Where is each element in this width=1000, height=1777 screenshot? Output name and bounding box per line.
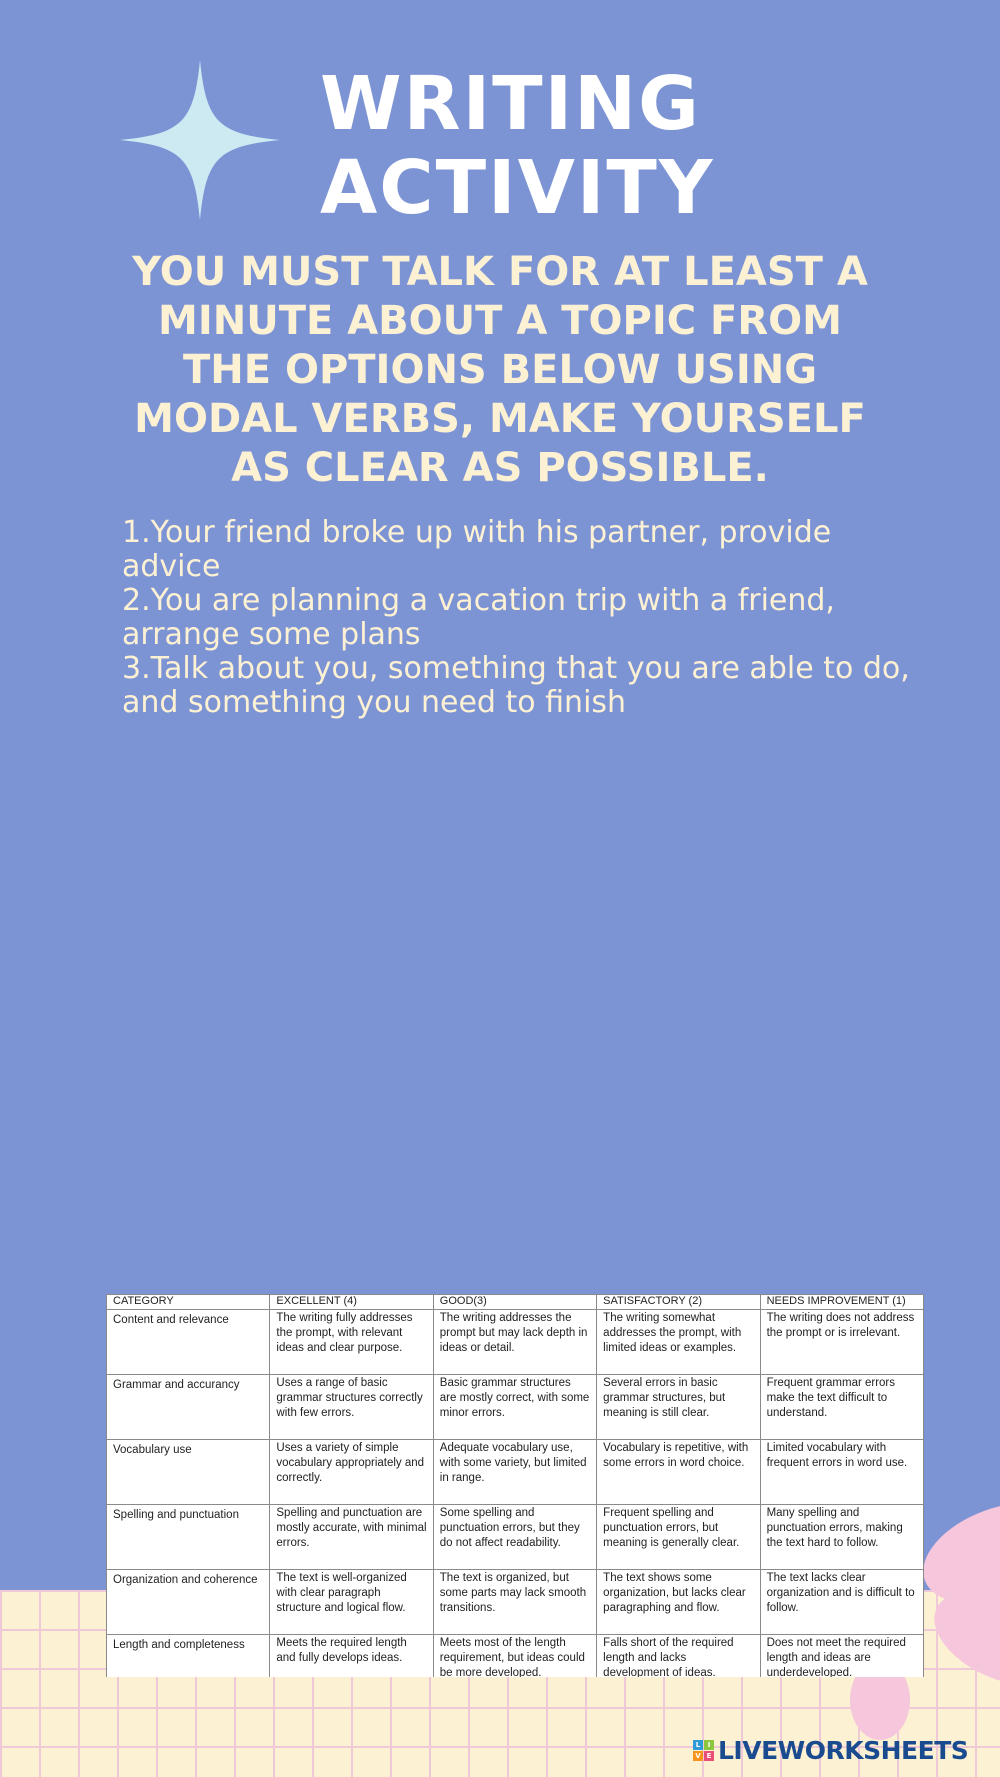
rubric-header-cell: NEEDS IMPROVEMENT (1) <box>760 1295 923 1310</box>
topic-option: 3.Talk about you, something that you are able to do, and something you need to finish <box>122 651 910 720</box>
rubric-cell: The text is well-organized with clear paragraph structure and logical flow. <box>270 1570 433 1635</box>
rubric-row <box>107 1635 924 1678</box>
rubric-cell: Vocabulary is repetitive, with some errors in word choice. <box>597 1440 760 1505</box>
logo-mark-letter: L <box>693 1740 703 1750</box>
liveworksheets-logo[interactable] <box>693 1735 968 1765</box>
rubric-category: Content and relevance <box>107 1310 270 1375</box>
rubric-cell: Does not meet the required length and ideas are underdeveloped. <box>760 1635 923 1678</box>
rubric-cell: The writing fully addresses the prompt, with relevant ideas and clear purpose. <box>270 1310 433 1375</box>
rubric-cell: Uses a range of basic grammar structures correctly with few errors. <box>270 1375 433 1440</box>
rubric-header-row <box>107 1295 924 1310</box>
rubric-cell: Frequent grammar errors make the text difficult to understand. <box>760 1375 923 1440</box>
logo-mark-letter: V <box>693 1751 703 1761</box>
rubric-category: Length and completeness <box>107 1635 270 1678</box>
topic-option: 2.You are planning a vacation trip with a friend, arrange some plans <box>122 583 835 652</box>
liveworksheets-logo-mark-icon <box>693 1740 714 1761</box>
page-title <box>320 62 800 230</box>
rubric-cell: Adequate vocabulary use, with some variety, but limited in range. <box>433 1440 596 1505</box>
rubric-cell: The writing somewhat addresses the prompt, with limited ideas or examples. <box>597 1310 760 1375</box>
rubric-table <box>106 1294 924 1677</box>
rubric-cell: Meets most of the length requirement, but ideas could be more developed. <box>433 1635 596 1678</box>
rubric-header-cell: SATISFACTORY (2) <box>597 1295 760 1310</box>
rubric-header-cell: EXCELLENT (4) <box>270 1295 433 1310</box>
rubric-cell: Uses a variety of simple vocabulary appropriately and correctly. <box>270 1440 433 1505</box>
logo-mark-letter: E <box>704 1751 714 1761</box>
title-line: WRITING <box>320 61 701 147</box>
topic-options-list <box>122 516 922 720</box>
rubric-category: Organization and coherence <box>107 1570 270 1635</box>
rubric-row <box>107 1375 924 1440</box>
rubric-cell: The text shows some organization, but lacks clear paragraphing and flow. <box>597 1570 760 1635</box>
rubric-header-cell: CATEGORY <box>107 1295 270 1310</box>
rubric-cell: Basic grammar structures are mostly correct, with some minor errors. <box>433 1375 596 1440</box>
rubric-cell: The writing addresses the prompt but may lack depth in ideas or detail. <box>433 1310 596 1375</box>
title-line: ACTIVITY <box>320 145 715 231</box>
rubric-cell: Falls short of the required length and lacks development of ideas. <box>597 1635 760 1678</box>
topic-option: 1.Your friend broke up with his partner, provide advice <box>122 515 832 584</box>
rubric-row <box>107 1440 924 1505</box>
rubric-cell: Some spelling and punctuation errors, but they do not affect readability. <box>433 1505 596 1570</box>
rubric-cell: The text lacks clear organization and is difficult to follow. <box>760 1570 923 1635</box>
rubric-cell: Many spelling and punctuation errors, making the text hard to follow. <box>760 1505 923 1570</box>
rubric-category: Spelling and punctuation <box>107 1505 270 1570</box>
rubric-cell: Frequent spelling and punctuation errors, but meaning is generally clear. <box>597 1505 760 1570</box>
rubric-cell: Several errors in basic grammar structures, but meaning is still clear. <box>597 1375 760 1440</box>
rubric-category: Grammar and accurancy <box>107 1375 270 1440</box>
sparkle-star-icon <box>120 60 280 220</box>
logo-text: LIVEWORKSHEETS <box>718 1735 969 1765</box>
logo-mark-letter: I <box>704 1740 714 1750</box>
rubric-header-cell: GOOD(3) <box>433 1295 596 1310</box>
rubric-cell: The text is organized, but some parts may lack smooth transitions. <box>433 1570 596 1635</box>
rubric-row <box>107 1310 924 1375</box>
rubric-cell: Spelling and punctuation are mostly accurate, with minimal errors. <box>270 1505 433 1570</box>
instructions-text: YOU MUST TALK FOR AT LEAST A MINUTE ABOUT A TOPIC FROM THE OPTIONS BELOW USING MODAL VERBS, MAKE YOURSELF AS CLEAR AS POSSIBLE. <box>132 249 868 491</box>
rubric-cell: The writing does not address the prompt or is irrelevant. <box>760 1310 923 1375</box>
rubric-row <box>107 1570 924 1635</box>
rubric-row <box>107 1505 924 1570</box>
rubric-cell: Limited vocabulary with frequent errors in word use. <box>760 1440 923 1505</box>
rubric-category: Vocabulary use <box>107 1440 270 1505</box>
rubric-cell: Meets the required length and fully develops ideas. <box>270 1635 433 1678</box>
rubric-image <box>106 1294 924 1677</box>
